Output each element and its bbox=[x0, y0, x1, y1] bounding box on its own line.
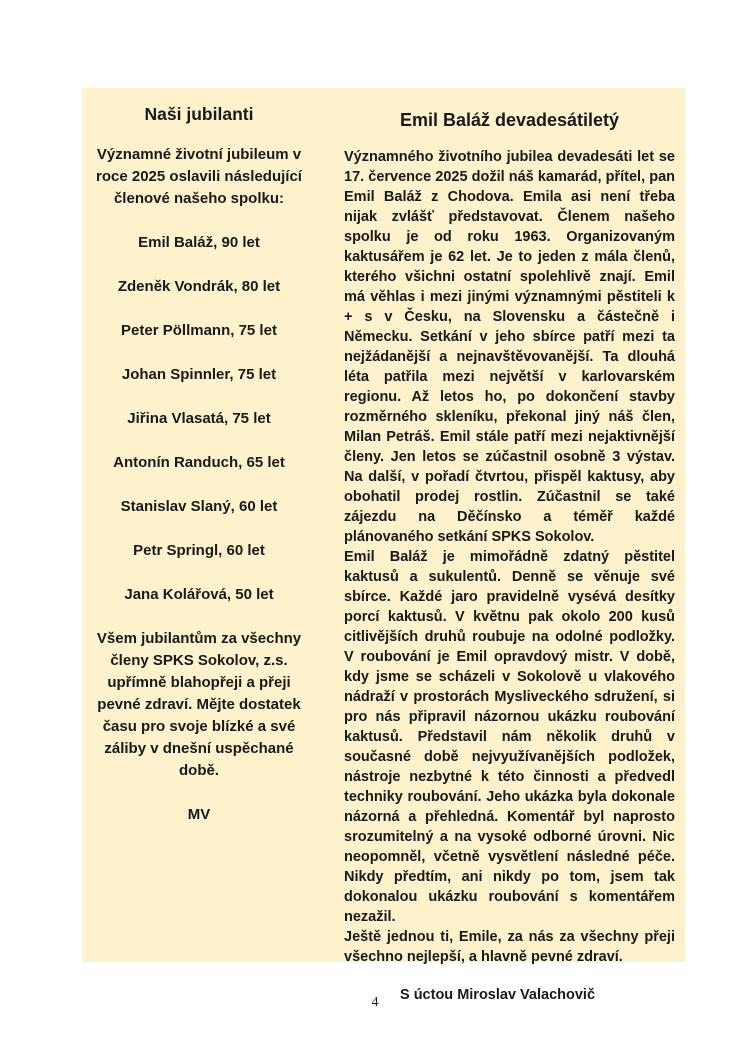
jubilees-title: Naši jubilanti bbox=[144, 104, 254, 124]
jubilee-item: Jiřina Vlasatá, 75 let bbox=[127, 410, 271, 427]
jubilee-item: Zdeněk Vondrák, 80 let bbox=[117, 278, 281, 295]
jubilee-item: Petr Springl, 60 let bbox=[133, 542, 265, 559]
article-signature: S úctou Miroslav Valachovič bbox=[400, 987, 596, 1003]
article-column bbox=[344, 103, 675, 1003]
article-paragraph: Ještě jednou ti, Emile, za nás za všechny přeji všechno nejlepší, a hlavně pevné zdraví. bbox=[344, 929, 675, 965]
jubilee-item: Johan Spinnler, 75 let bbox=[121, 366, 277, 383]
article-title: Emil Baláž devadesátiletý bbox=[399, 110, 620, 130]
article-paragraph: Emil Baláž je mimořádně zdatný pěstitel kaktusů a sukulentů. Denně se věnuje své sbírce. Každé jaro pravidelně vysévá desítky porcí kaktusů. V květnu pak okolo 200 kusů citlivějších druhů roubuje na odolné podložky. V roubování je Emil opravdový mistr. V době, kdy jsme se scházeli v Sokolově u vlakového nádraží v prostorách Mysliveckého sdružení, si pro nás připravil názornou ukázku roubování kaktusů. Představil nám několik druhů v současné době nejvyužívanějších podložek, nástroje nezbytné k této činnosti a předvedl techniky roubování. Jeho ukázka byla dokonale názorná a přehledná. Komentář byl naprosto srozumitelný a na vysoké odborné úrovni. Nic neopomněl, včetně vysvětlení následné péče. Nikdy předtím, ani nikdy po tom, jsem tak dokonalou ukázku roubování s komentářem nezažil. bbox=[344, 549, 675, 925]
jubilee-item: Antonín Randuch, 65 let bbox=[113, 454, 285, 471]
jubilee-item: Jana Kolářová, 50 let bbox=[124, 586, 274, 603]
jubilee-item: Peter Pöllmann, 75 let bbox=[121, 322, 277, 339]
jubilees-column bbox=[90, 103, 308, 962]
jubilees-intro: Významné životní jubileum v roce 2025 oslavili následující členové našeho spolku: bbox=[96, 146, 302, 207]
jubilee-item: Emil Baláž, 90 let bbox=[138, 234, 260, 251]
article-paragraph: Významného životního jubilea devadesáti let se 17. července 2025 dožil náš kamarád, přítel, pan Emil Baláž z Chodova. Emila asi není třeba nijak zvlášť představovat. Členem našeho spolku je od roku 1963. Organizovaným kaktusářem je 62 let. Je to jeden z mála členů, kterého všichni ostatní spolehlivě znají. Emil má věhlas i mezi jinými významnými pěstiteli k + s v Česku, na Slovensku a částečně i Německu. Setkání v jeho sbírce patří mezi ta nejžádanější a nejnavštěvovanější. Ta dlouhá léta patřila mezi největší v karlovarském regionu. Až letos ho, po dokončení stavby rozměrného skleníku, překonal jiný náš člen, Milan Petráš. Emil stále patří mezi nejaktivnější členy. Jen letos se zúčastnil osobně 3 výstav. Na další, v pořadí čtvrtou, přispěl kaktusy, aby obohatil prodej rostlin. Zúčastnil se také zájezdu na Děčínsko a téměř každé plánovaného setkání SPKS Sokolov. bbox=[344, 149, 675, 545]
jubilee-item: Stanislav Slaný, 60 let bbox=[120, 498, 278, 515]
content-panel bbox=[82, 88, 685, 1003]
jubilees-signature: MV bbox=[187, 806, 211, 823]
page-number: 4 bbox=[371, 995, 379, 1010]
jubilees-closing: Všem jubilantům za všechny členy SPKS Sokolov, z.s. upřímně blahopřeji a přeji pevné zdraví. Mějte dostatek času pro svoje blízké a své záliby v dnešní uspěchané době. bbox=[96, 630, 302, 779]
